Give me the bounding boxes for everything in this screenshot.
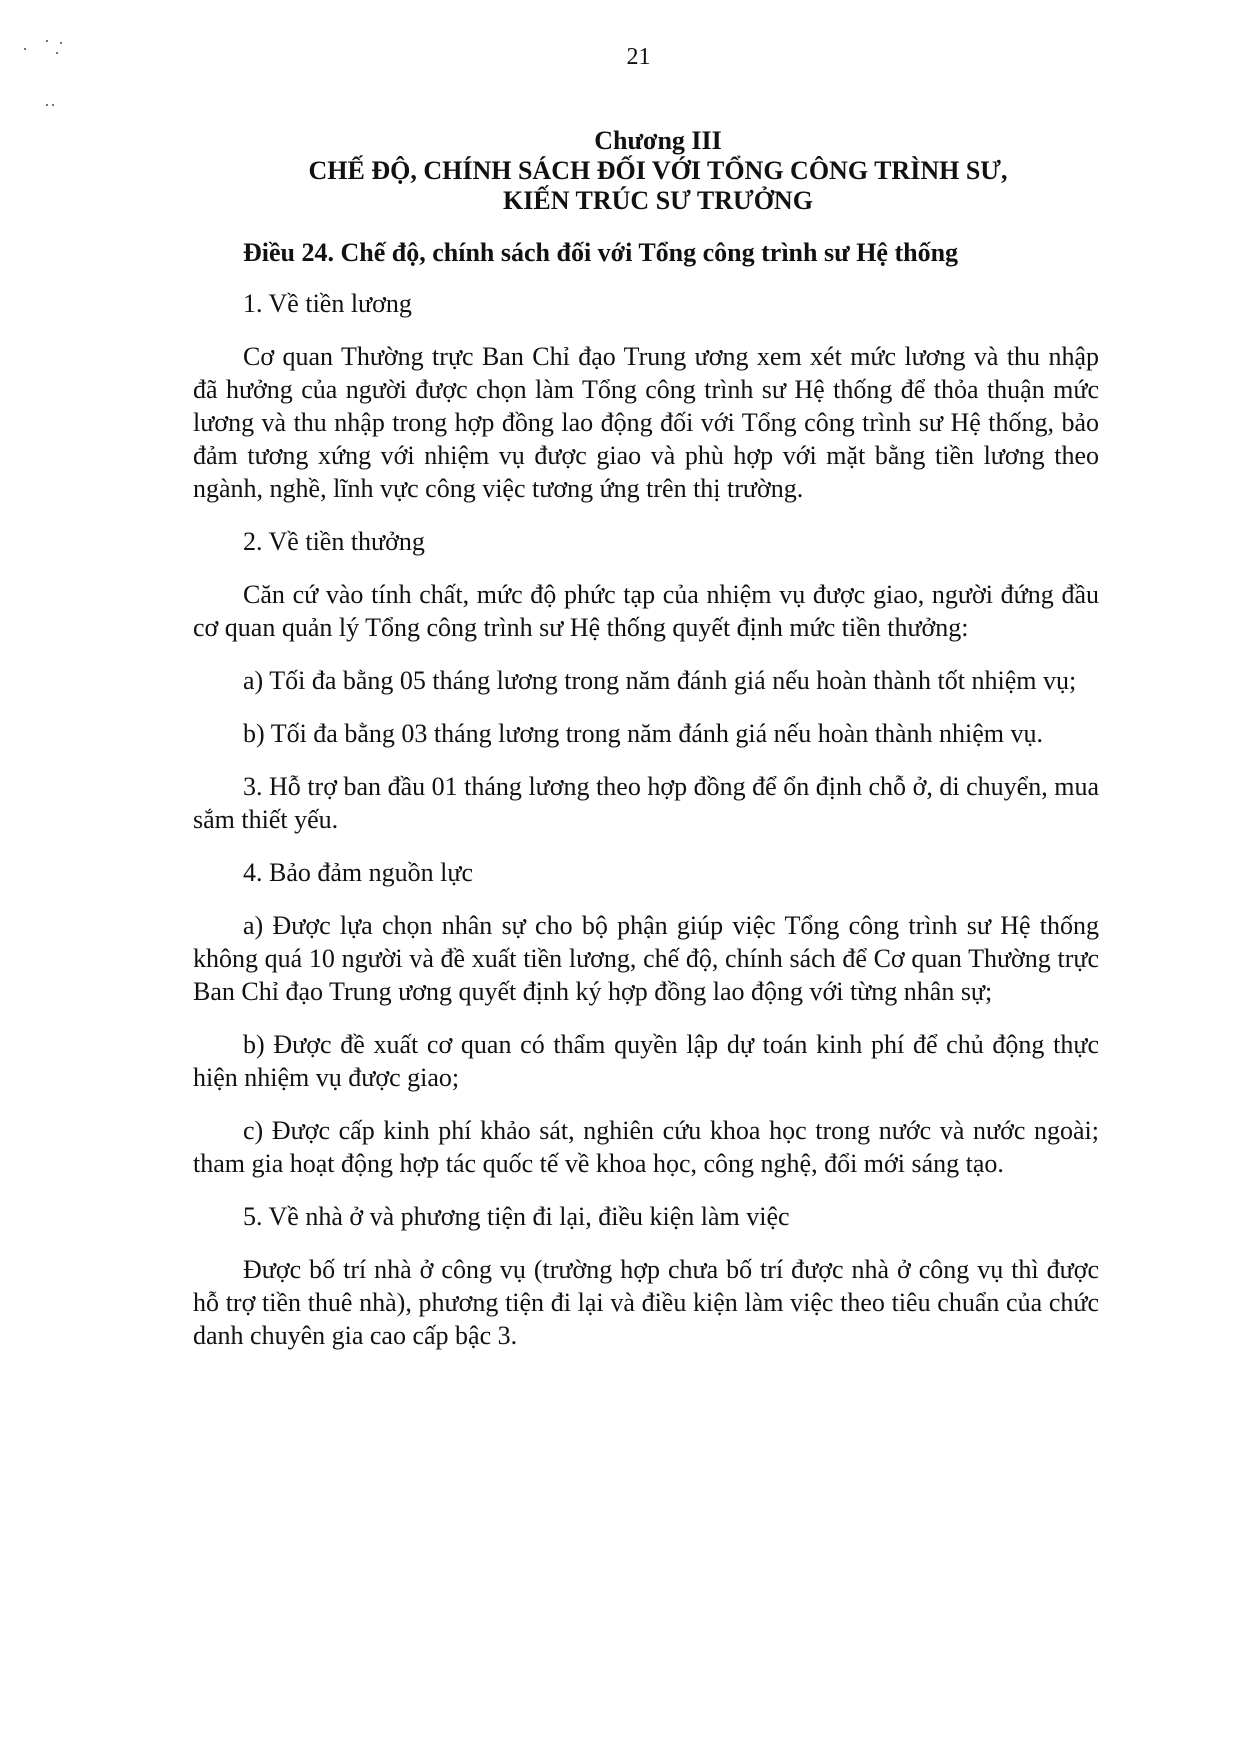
section-2-heading: 2. Về tiền thưởng	[243, 527, 425, 556]
section-3-paragraph: 3. Hỗ trợ ban đầu 01 tháng lương theo hợp đồng để ổn định chỗ ở, di chuyển, mua sắm thiết yếu.	[193, 772, 1099, 834]
section-5-heading: 5. Về nhà ở và phương tiện đi lại, điều kiện làm việc	[243, 1202, 790, 1231]
section-2-item-b: b) Tối đa bằng 03 tháng lương trong năm đánh giá nếu hoàn thành nhiệm vụ.	[243, 719, 1043, 748]
document-body	[193, 126, 1099, 1372]
section-4-heading: 4. Bảo đảm nguồn lực	[243, 858, 474, 887]
section-2-paragraph: Căn cứ vào tính chất, mức độ phức tạp của nhiệm vụ được giao, người đứng đầu cơ quan quản lý Tổng công trình sư Hệ thống quyết định mức tiền thưởng:	[193, 580, 1099, 642]
chapter-label: Chương III	[594, 126, 722, 155]
section-4-item-b: b) Được đề xuất cơ quan có thẩm quyền lập dự toán kinh phí để chủ động thực hiện nhiệm vụ được giao;	[193, 1030, 1099, 1092]
section-4-item-a: a) Được lựa chọn nhân sự cho bộ phận giúp việc Tổng công trình sư Hệ thống không quá 10 người và đề xuất tiền lương, chế độ, chính sách để Cơ quan Thường trực Ban Chỉ đạo Trung ương quyết định ký hợp đồng lao động với từng nhân sự;	[193, 911, 1099, 1006]
section-2-item-a: a) Tối đa bằng 05 tháng lương trong năm đánh giá nếu hoàn thành tốt nhiệm vụ;	[243, 666, 1077, 695]
section-5-paragraph: Được bố trí nhà ở công vụ (trường hợp chưa bố trí được nhà ở công vụ thì được hỗ trợ tiền thuê nhà), phương tiện đi lại và điều kiện làm việc theo tiêu chuẩn của chức danh chuyên gia cao cấp bậc 3.	[193, 1255, 1099, 1350]
chapter-heading	[193, 126, 1099, 216]
chapter-title-line1: CHẾ ĐỘ, CHÍNH SÁCH ĐỐI VỚI TỔNG CÔNG TRÌNH SƯ,	[308, 156, 1008, 185]
article-title: Điều 24. Chế độ, chính sách đối với Tổng công trình sư Hệ thống	[243, 238, 959, 267]
chapter-title-line2: KIẾN TRÚC SƯ TRƯỞNG	[503, 186, 813, 215]
section-1-paragraph: Cơ quan Thường trực Ban Chỉ đạo Trung ương xem xét mức lương và thu nhập đã hưởng của người được chọn làm Tổng công trình sư Hệ thống để thỏa thuận mức lương và thu nhập trong hợp đồng lao động đối với Tổng công trình sư Hệ thống, bảo đảm tương xứng với nhiệm vụ được giao và phù hợp với mặt bằng tiền lương theo ngành, nghề, lĩnh vực công việc tương ứng trên thị trường.	[193, 342, 1099, 503]
section-1-heading: 1. Về tiền lương	[243, 289, 412, 318]
page-number: 21	[626, 44, 651, 70]
section-4-item-c: c) Được cấp kinh phí khảo sát, nghiên cứu khoa học trong nước và nước ngoài; tham gia hoạt động hợp tác quốc tế về khoa học, công nghệ, đổi mới sáng tạo.	[193, 1116, 1099, 1178]
